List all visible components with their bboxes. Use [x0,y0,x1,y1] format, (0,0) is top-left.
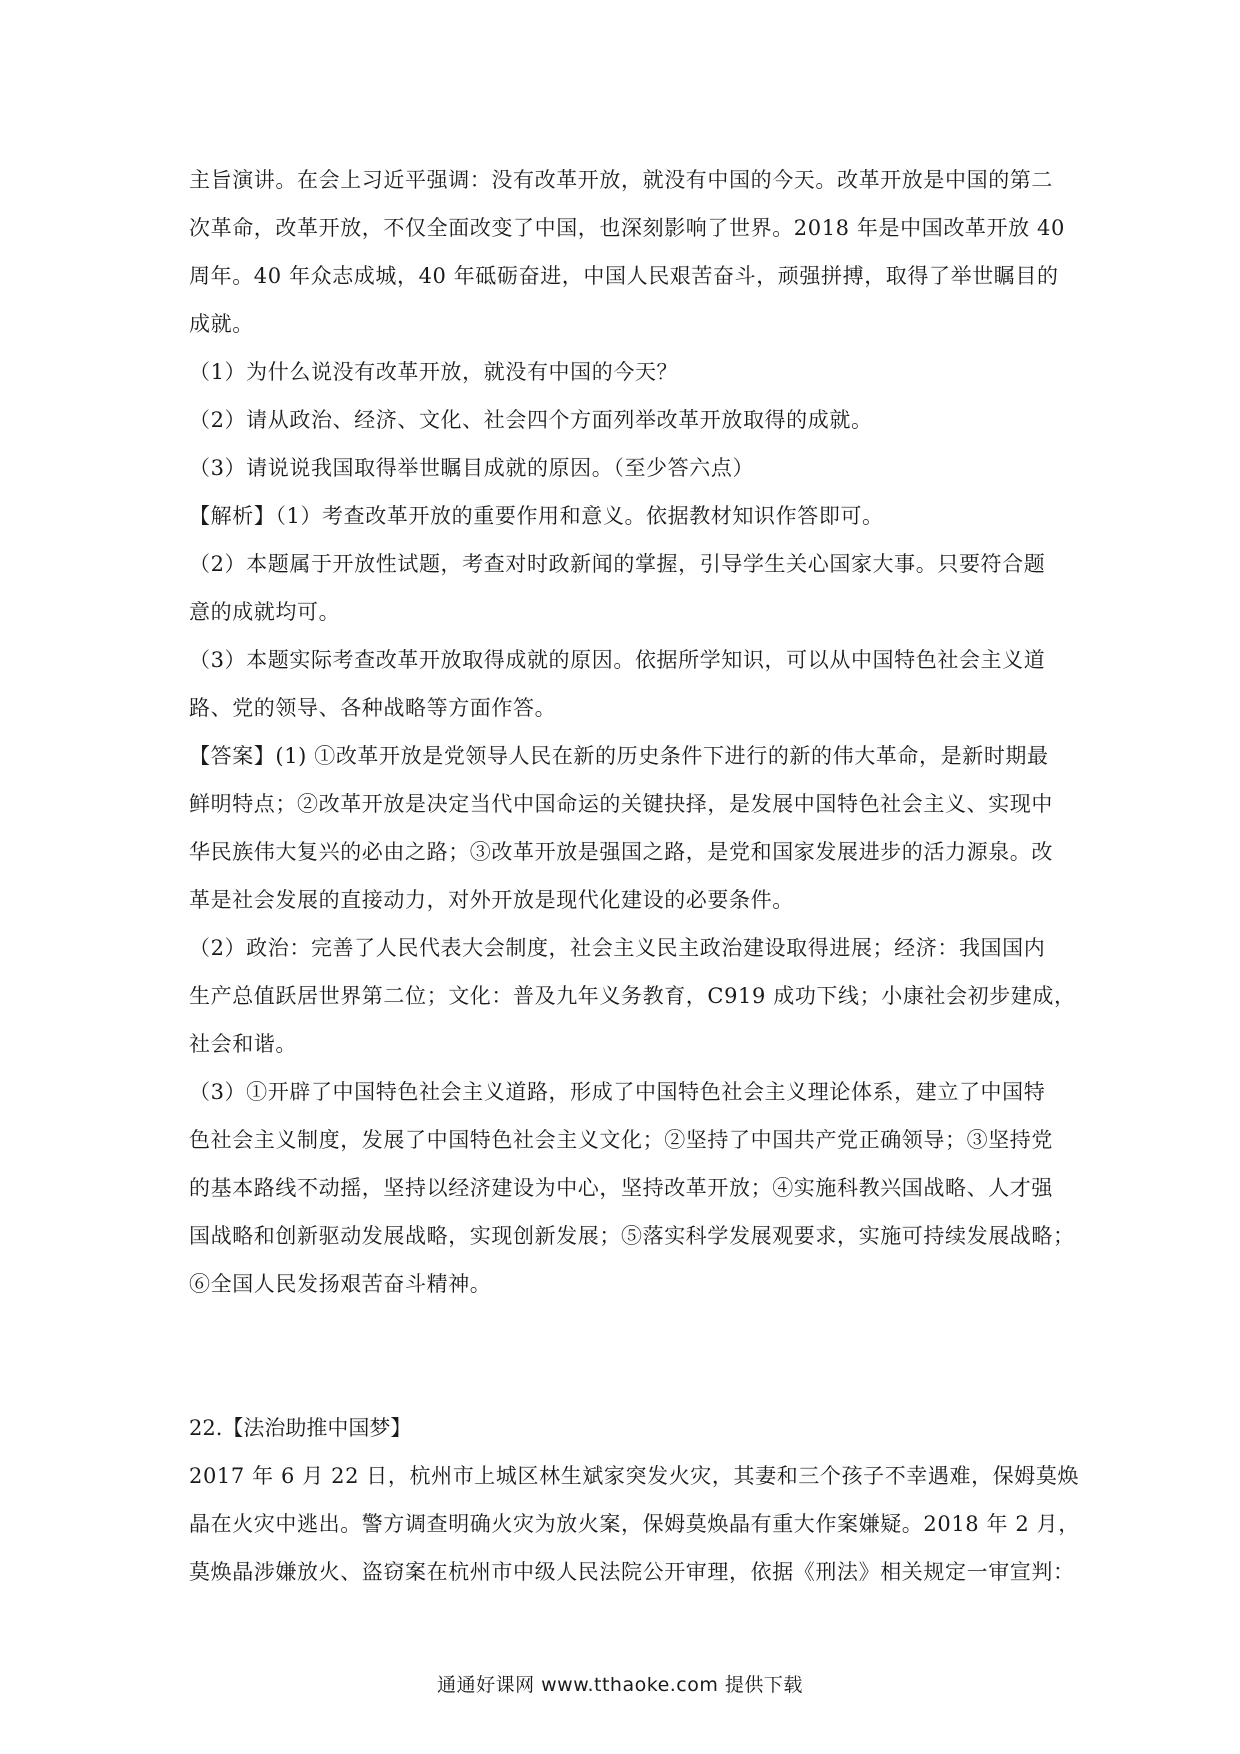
answer-line: （2）政治：完善了人民代表大会制度，社会主义民主政治建设取得进展；经济：我国国内 [189,936,1046,960]
answer-line: （3）①开辟了中国特色社会主义道路，形成了中国特色社会主义理论体系，建立了中国特 [189,1080,1046,1104]
answer-line: ⑥全国人民发扬艰苦奋斗精神。 [189,1272,492,1296]
answer-line: 鲜明特点；②改革开放是决定当代中国命运的关键抉择，是发展中国特色社会主义、实现中 [189,792,1053,816]
analysis-line: （2）本题属于开放性试题，考查对时政新闻的掌握，引导学生关心国家大事。只要符合题 [189,552,1046,576]
sub-question-3: （3）请说说我国取得举世瞩目成就的原因。（至少答六点） [189,456,755,480]
sub-question-2: （2）请从政治、经济、文化、社会四个方面列举改革开放取得的成就。 [189,408,873,432]
answer-line: 的基本路线不动摇，坚持以经济建设为中心，坚持改革开放；④实施科教兴国战略、人才强 [189,1176,1053,1200]
section-gap [189,1308,1051,1404]
text-line: 次革命，改革开放，不仅全面改变了中国，也深刻影响了世界。2018 年是中国改革开放 40 [189,216,1065,240]
text-line: 周年。40 年众志成城，40 年砥砺奋进，中国人民艰苦奋斗，顽强拼搏，取得了举世瞩目的 [189,264,1059,288]
answer-line: 华民族伟大复兴的必由之路；③改革开放是强国之路，是党和国家发展进步的活力源泉。改 [189,840,1053,864]
answer-line: 【答案】(1) ①改革开放是党领导人民在新的历史条件下进行的新的伟大革命，是新时期最 [189,744,1049,768]
text-line: 莫焕晶涉嫌放火、盗窃案在杭州市中级人民法院公开审理，依据《刑法》相关规定一审宣判： [189,1560,1075,1584]
answer-line: 生产总值跃居世界第二位；文化：普及九年义务教育，C919 成功下线；小康社会初步建成， [189,984,1076,1008]
sub-question-1: （1）为什么说没有改革开放，就没有中国的今天？ [189,360,679,384]
text-line: 2017 年 6 月 22 日，杭州市上城区林生斌家突发火灾，其妻和三个孩子不幸遇难，保姆莫焕 [189,1464,1080,1488]
analysis-line: 【解析】（1）考查改革开放的重要作用和意义。依据教材知识作答即可。 [189,504,884,528]
text-line: 成就。 [189,312,254,336]
analysis-line: 意的成就均可。 [189,600,341,624]
analysis-line: （3）本题实际考查改革开放取得成就的原因。依据所学知识，可以从中国特色社会主义道 [189,648,1046,672]
document-body [189,156,1080,1596]
question-21-continued [189,156,1076,1308]
answer-line: 色社会主义制度，发展了中国特色社会主义文化；②坚持了中国共产党正确领导；③坚持党 [189,1128,1053,1152]
answer-line: 国战略和创新驱动发展战略，实现创新发展；⑤落实科学发展观要求，实施可持续发展战略； [189,1224,1075,1248]
question-22 [189,1404,1080,1596]
page-footer: 通通好课网 www.tthaoke.com 提供下载 [437,1674,803,1696]
analysis-line: 路、党的领导、各种战略等方面作答。 [189,696,557,720]
text-line: 晶在火灾中逃出。警方调查明确火灾为放火案，保姆莫焕晶有重大作案嫌疑。2018 年 2 月， [189,1512,1080,1536]
text-line: 主旨演讲。在会上习近平强调：没有改革开放，就没有中国的今天。改革开放是中国的第二 [189,168,1053,192]
question-22-title: 22.【法治助推中国梦】 [189,1416,412,1440]
answer-line: 社会和谐。 [189,1032,297,1056]
answer-line: 革是社会发展的直接动力，对外开放是现代化建设的必要条件。 [189,888,794,912]
